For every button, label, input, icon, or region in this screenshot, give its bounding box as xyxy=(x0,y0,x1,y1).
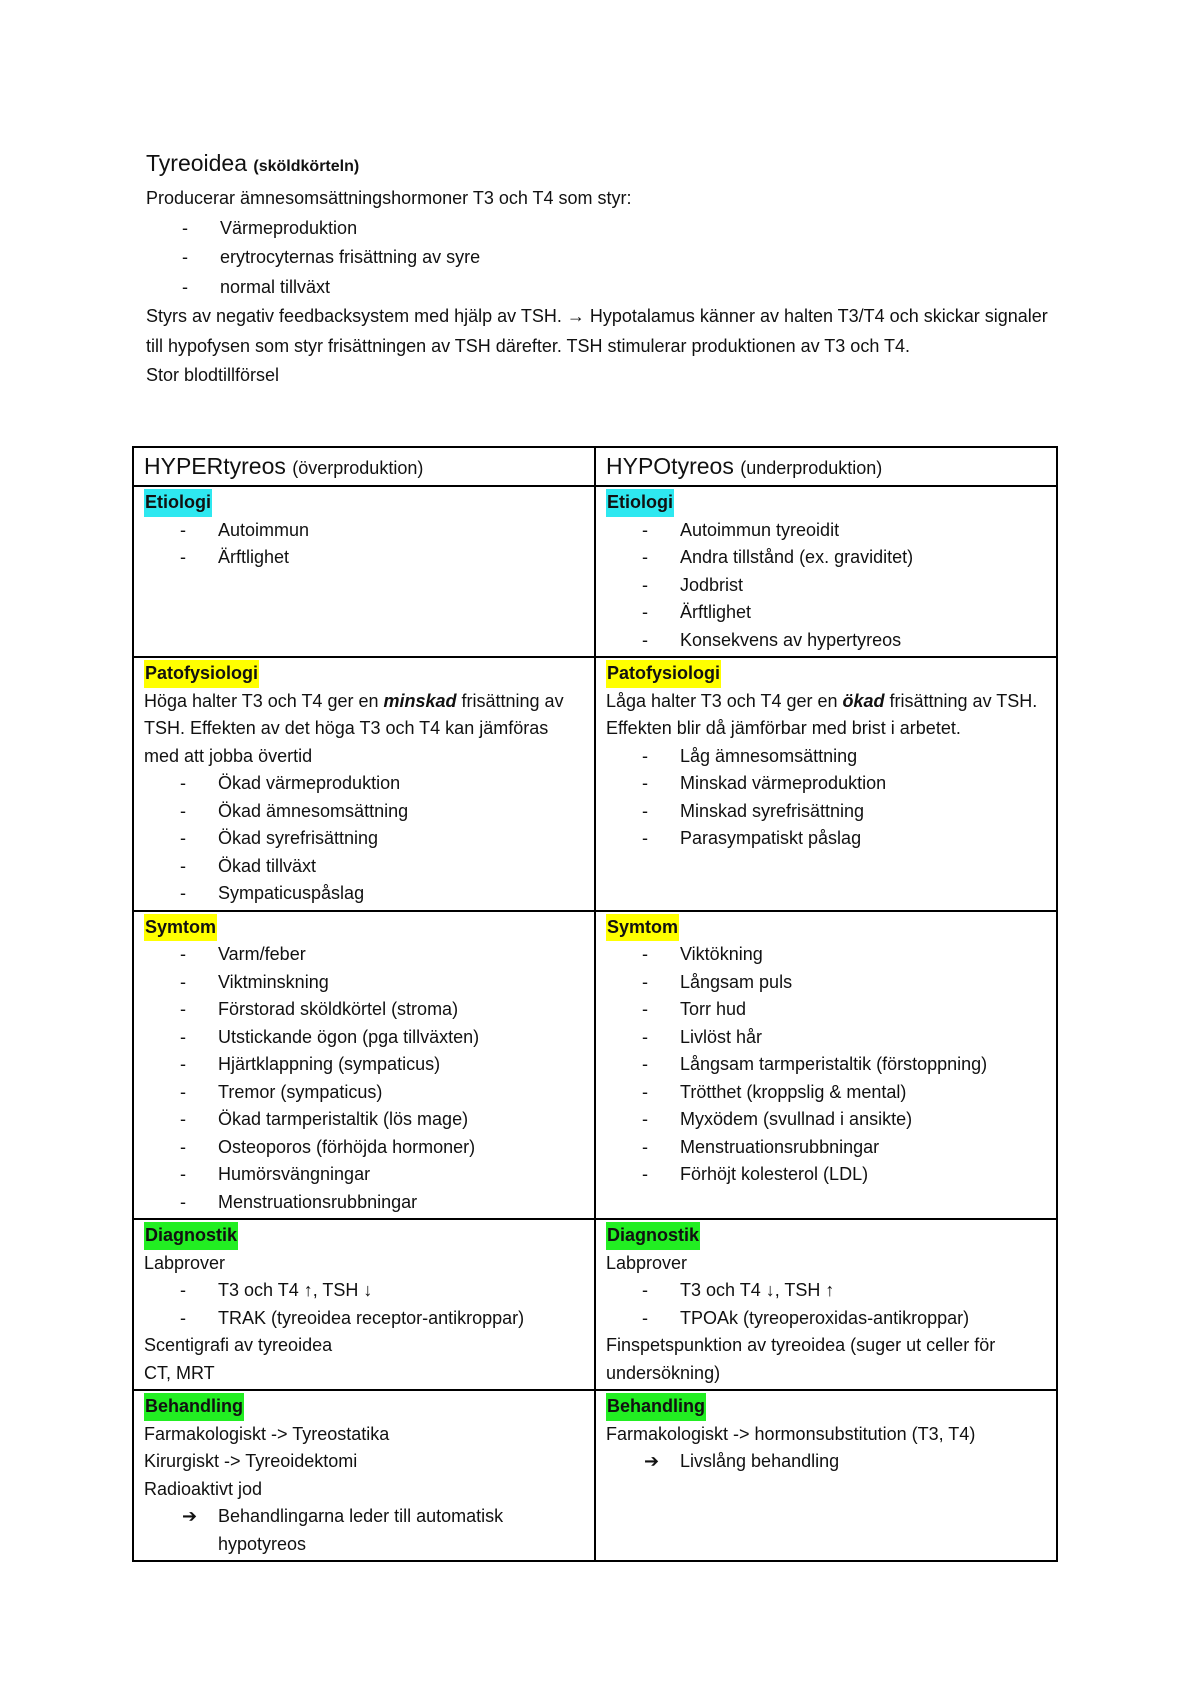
hyper-beh-arrow-list xyxy=(144,1503,584,1558)
hyper-etiologi-list xyxy=(144,517,584,572)
hypo-diag-cell xyxy=(595,1219,1057,1390)
beh-line: Radioaktivt jod xyxy=(144,1478,263,1499)
patofysiologi-row xyxy=(133,657,1057,911)
list-item: - Ökad ämnesomsättning xyxy=(144,798,584,826)
list-item: - Ökad syrefrisättning xyxy=(144,825,584,853)
hyper-pato-text: Höga halter T3 och T4 ger en minskad frisättning av TSH. Effekten av det höga T3 och T4 kan jämföras med att jobba övertid xyxy=(144,690,564,766)
list-item: - Ökad värmeproduktion xyxy=(144,770,584,798)
page-title: Tyreoidea (sköldkörteln) xyxy=(146,150,360,176)
list-item: - Ärftlighet xyxy=(144,544,584,572)
list-item: - TRAK (tyreoidea receptor-antikroppar) xyxy=(144,1305,584,1333)
diag-lab-label: Labprover xyxy=(606,1252,688,1273)
intro-blood: Stor blodtillförsel xyxy=(146,365,280,385)
diagnostik-row xyxy=(133,1219,1057,1390)
intro-lead: Producerar ämnesomsättningshormoner T3 och T4 som styr: xyxy=(146,188,632,208)
intro-bullets xyxy=(146,214,1066,303)
hyper-diag-cell xyxy=(133,1219,595,1390)
hypo-beh-cell xyxy=(595,1390,1057,1561)
hyper-header: HYPERtyreos (överproduktion) xyxy=(133,447,595,486)
list-item: - Sympaticuspåslag xyxy=(144,880,584,908)
behandling-row xyxy=(133,1390,1057,1561)
diag-lab-label: Labprover xyxy=(144,1252,226,1273)
section-label: Diagnostik xyxy=(606,1222,700,1250)
section-label: Etiologi xyxy=(144,489,212,517)
hyper-etiologi-cell xyxy=(133,486,595,657)
hyper-header-sub: (överproduktion) xyxy=(292,458,424,478)
list-item: ➔ Livslång behandling xyxy=(606,1448,1046,1476)
hypo-etiologi-cell xyxy=(595,486,1057,657)
section-label: Etiologi xyxy=(606,489,674,517)
beh-line: Kirurgiskt -> Tyreoidektomi xyxy=(144,1451,358,1471)
hypo-pato-text: Låga halter T3 och T4 ger en ökad frisättning av TSH. Effekten blir då jämförbar med brist i arbetet. xyxy=(606,690,1038,738)
list-item: - Parasympatiskt påslag xyxy=(606,825,1046,853)
list-item: - Långsam tarmperistaltik (förstoppning) xyxy=(606,1051,1046,1079)
list-item: - T3 och T4 ↓, TSH ↑ xyxy=(606,1277,1046,1305)
list-item: - Minskad syrefrisättning xyxy=(606,798,1046,826)
list-item: - Torr hud xyxy=(606,996,1046,1024)
section-label: Behandling xyxy=(606,1393,706,1421)
list-item: - Tremor (sympaticus) xyxy=(144,1079,584,1107)
intro-section xyxy=(146,146,1066,391)
list-item: - Autoimmun tyreoidit xyxy=(606,517,1046,545)
section-label: Patofysiologi xyxy=(144,660,259,688)
list-item: - Viktminskning xyxy=(144,969,584,997)
hypo-header-sub: (underproduktion) xyxy=(740,458,883,478)
hypo-pato-list xyxy=(606,743,1046,853)
list-item: - Låg ämnesomsättning xyxy=(606,743,1046,771)
hypo-diag-list xyxy=(606,1277,1046,1332)
list-item: - erytrocyternas frisättning av syre xyxy=(146,243,1066,273)
section-label: Symtom xyxy=(606,914,679,942)
list-item: - Autoimmun xyxy=(144,517,584,545)
list-item: - TPOAk (tyreoperoxidas-antikroppar) xyxy=(606,1305,1046,1333)
list-item: - Minskad värmeproduktion xyxy=(606,770,1046,798)
list-item: - Myxödem (svullnad i ansikte) xyxy=(606,1106,1046,1134)
intro-feedback: Styrs av negativ feedbacksystem med hjälp av TSH. → Hypotalamus känner av halten T3/T4 och skickar signaler till hypofysen som styr frisättningen av TSH därefter. TSH stimulerar produktionen av T3 och T4. xyxy=(146,306,1048,356)
hypo-symtom-list xyxy=(606,941,1046,1189)
list-item: - normal tillväxt xyxy=(146,273,1066,303)
list-item: - Viktökning xyxy=(606,941,1046,969)
table-header-row xyxy=(133,447,1057,486)
symtom-row xyxy=(133,911,1057,1220)
list-item: - Varm/feber xyxy=(144,941,584,969)
list-item: - Humörsvängningar xyxy=(144,1161,584,1189)
list-item: - Livlöst hår xyxy=(606,1024,1046,1052)
list-item: - T3 och T4 ↑, TSH ↓ xyxy=(144,1277,584,1305)
hypo-etiologi-list xyxy=(606,517,1046,655)
section-label: Symtom xyxy=(144,914,217,942)
list-item: - Menstruationsrubbningar xyxy=(606,1134,1046,1162)
list-item: - Ökad tarmperistaltik (lös mage) xyxy=(144,1106,584,1134)
list-item: - Värmeproduktion xyxy=(146,214,1066,244)
comparison-table xyxy=(132,446,1058,1562)
list-item: - Förhöjt kolesterol (LDL) xyxy=(606,1161,1046,1189)
list-item: - Ökad tillväxt xyxy=(144,853,584,881)
hypo-header: HYPOtyreos (underproduktion) xyxy=(595,447,1057,486)
hyper-pato-cell xyxy=(133,657,595,911)
hyper-beh-cell xyxy=(133,1390,595,1561)
diag-extra: Scentigrafi av tyreoidea xyxy=(144,1335,333,1355)
list-item: - Menstruationsrubbningar xyxy=(144,1189,584,1217)
list-item: - Långsam puls xyxy=(606,969,1046,997)
hypo-beh-arrow-list xyxy=(606,1448,1046,1476)
etiologi-row xyxy=(133,486,1057,657)
list-item: ➔ Behandlingarna leder till automatisk hypotyreos xyxy=(144,1503,584,1558)
section-label: Behandling xyxy=(144,1393,244,1421)
list-item: - Andra tillstånd (ex. graviditet) xyxy=(606,544,1046,572)
page-title-sub: (sköldkörteln) xyxy=(253,158,360,175)
list-item: - Jodbrist xyxy=(606,572,1046,600)
list-item: - Trötthet (kroppslig & mental) xyxy=(606,1079,1046,1107)
section-label: Diagnostik xyxy=(144,1222,238,1250)
hyper-diag-list xyxy=(144,1277,584,1332)
beh-line: Farmakologiskt -> Tyreostatika xyxy=(144,1423,390,1444)
hyper-pato-list xyxy=(144,770,584,908)
list-item: - Utstickande ögon (pga tillväxten) xyxy=(144,1024,584,1052)
list-item: - Förstorad sköldkörtel (stroma) xyxy=(144,996,584,1024)
hypo-pato-cell xyxy=(595,657,1057,911)
list-item: - Osteoporos (förhöjda hormoner) xyxy=(144,1134,584,1162)
diag-extra: CT, MRT xyxy=(144,1362,215,1383)
hyper-symtom-cell xyxy=(133,911,595,1220)
diag-extra: Finspetspunktion av tyreoidea (suger ut celler för undersökning) xyxy=(606,1335,996,1383)
section-label: Patofysiologi xyxy=(606,660,721,688)
list-item: - Hjärtklappning (sympaticus) xyxy=(144,1051,584,1079)
list-item: - Konsekvens av hypertyreos xyxy=(606,627,1046,655)
beh-line: Farmakologiskt -> hormonsubstitution (T3, T4) xyxy=(606,1423,976,1444)
hypo-symtom-cell xyxy=(595,911,1057,1220)
list-item: - Ärftlighet xyxy=(606,599,1046,627)
hyper-symtom-list xyxy=(144,941,584,1216)
